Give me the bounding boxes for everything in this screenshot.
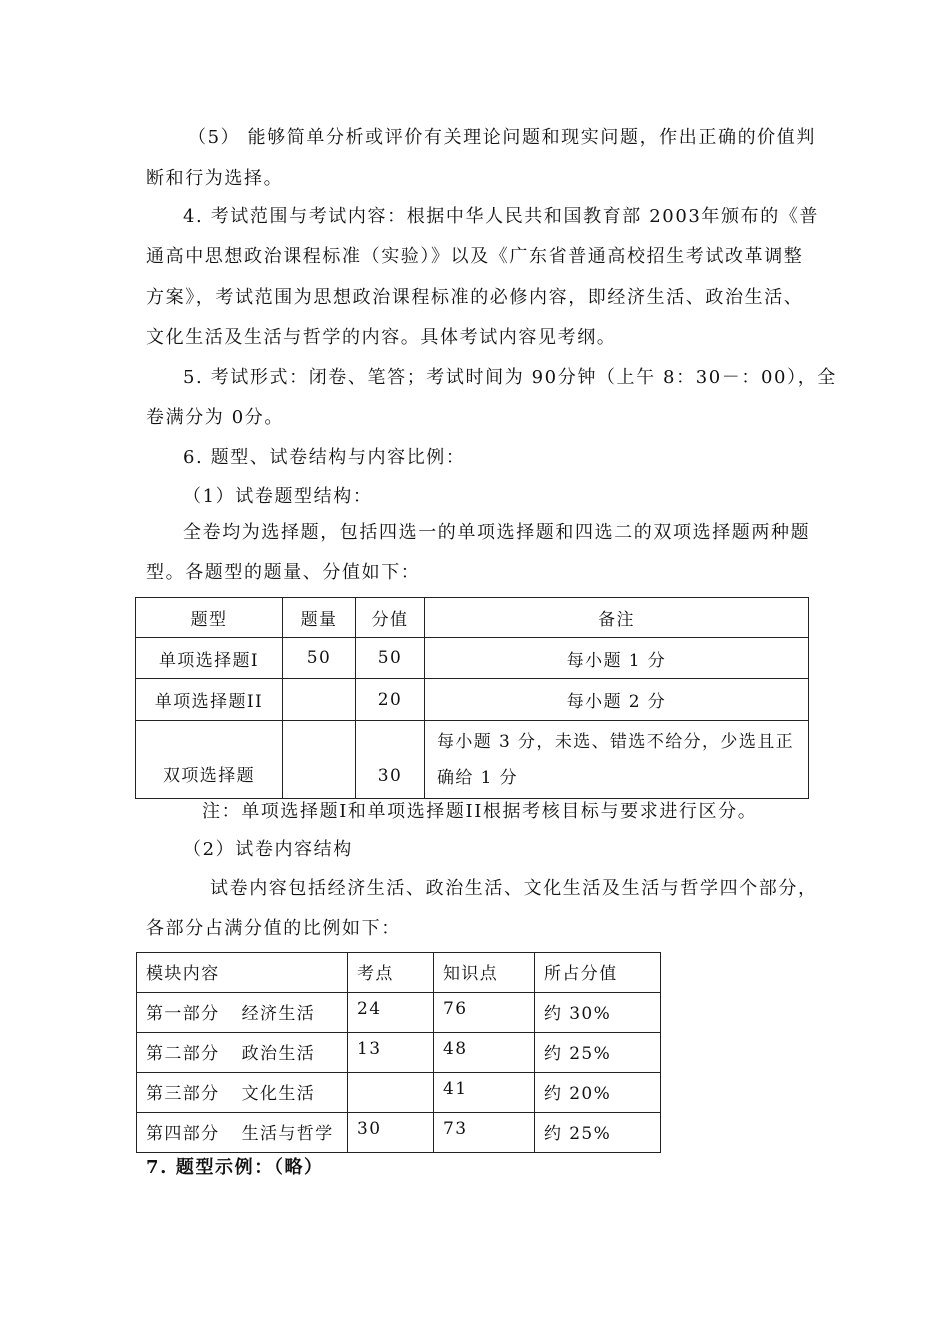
table-note: 注：单项选择题I和单项选择题II根据考核目标与要求进行区分。 <box>202 801 758 822</box>
table-cell: 30 <box>348 1113 434 1153</box>
table-header-cell: 考点 <box>348 953 434 993</box>
table-cell: 30 <box>356 721 425 799</box>
table-header-cell: 所占分值 <box>535 953 661 993</box>
table-cell: 73 <box>434 1113 535 1153</box>
table-header-cell: 备注 <box>425 598 809 638</box>
paragraph-line: 全卷均为选择题，包括四选一的单项选择题和四选二的双项选择题两种题 <box>183 522 811 543</box>
part-name: 生活与哲学 <box>241 1124 334 1144</box>
paragraph-line: 各部分占满分值的比例如下： <box>146 918 401 939</box>
table-cell <box>348 1073 434 1113</box>
part-label: 第四部分 <box>146 1124 220 1144</box>
part-name: 经济生活 <box>241 1004 316 1024</box>
paragraph-line: （1）试卷题型结构： <box>183 486 373 507</box>
table-row <box>137 1073 661 1113</box>
paragraph-line: 5. 考试形式：闭卷、笔答；考试时间为 90分钟（上午 8：30－：00），全 <box>183 367 837 388</box>
paragraph-line: 6. 题型、试卷结构与内容比例： <box>183 447 466 468</box>
table-cell: 约 25% <box>535 1113 661 1153</box>
table-cell: 约 30% <box>535 993 661 1033</box>
paragraph-line: 断和行为选择。 <box>146 168 284 189</box>
note-line: 每小题 3 分，未选、错选不给分，少选且正 <box>437 731 795 752</box>
table-cell: 13 <box>348 1033 434 1073</box>
table-cell <box>283 721 356 799</box>
table-cell: 41 <box>434 1073 535 1113</box>
question-type-table <box>135 597 809 799</box>
paragraph-line: 通高中思想政治课程标准（实验）》以及《广东省普通高校招生考试改革调整 <box>146 246 804 267</box>
table-cell: 76 <box>434 993 535 1033</box>
table-row <box>136 679 809 721</box>
table-cell: 48 <box>434 1033 535 1073</box>
table-cell: 每小题 1 分 <box>425 638 809 679</box>
table-header-cell: 知识点 <box>434 953 535 993</box>
part-label: 第一部分 <box>146 1004 220 1024</box>
table-cell: 50 <box>283 638 356 679</box>
table-cell <box>137 1073 348 1113</box>
paragraph-line: 文化生活及生活与哲学的内容。具体考试内容见考纲。 <box>146 327 617 348</box>
part-name: 文化生活 <box>241 1084 316 1104</box>
table-cell <box>137 1113 348 1153</box>
part-name: 政治生活 <box>241 1044 316 1064</box>
paragraph-line: （2）试卷内容结构 <box>183 839 353 860</box>
table-cell: 24 <box>348 993 434 1033</box>
part-label: 第三部分 <box>146 1084 220 1104</box>
table-cell: 约 20% <box>535 1073 661 1113</box>
table-row <box>137 993 661 1033</box>
table-cell <box>137 1033 348 1073</box>
table-header-cell: 分值 <box>356 598 425 638</box>
part-label: 第二部分 <box>146 1044 220 1064</box>
content-structure-table <box>136 952 661 1153</box>
paragraph-line: 4. 考试范围与考试内容：根据中华人民共和国教育部 2003年颁布的《普 <box>183 206 820 227</box>
section-heading: 7. 题型示例：（略） <box>146 1157 324 1178</box>
table-row <box>137 1033 661 1073</box>
table-cell <box>283 679 356 721</box>
paragraph-line: 型。各题型的题量、分值如下： <box>146 562 421 583</box>
table-header-row <box>136 598 809 638</box>
table-header-row <box>137 953 661 993</box>
paragraph-line: 卷满分为 0分。 <box>146 407 284 428</box>
table-cell: 20 <box>356 679 425 721</box>
table-cell <box>137 993 348 1033</box>
table-row <box>137 1113 661 1153</box>
table-cell: 单项选择题II <box>136 679 283 721</box>
table-header-cell: 模块内容 <box>137 953 348 993</box>
table-cell: 每小题 2 分 <box>425 679 809 721</box>
table-header-cell: 题型 <box>136 598 283 638</box>
table-row <box>136 638 809 679</box>
table-cell: 约 25% <box>535 1033 661 1073</box>
table-cell: 50 <box>356 638 425 679</box>
note-line: 确给 1 分 <box>437 767 519 788</box>
paragraph-line: 方案》，考试范围为思想政治课程标准的必修内容，即经济生活、政治生活、 <box>146 287 804 308</box>
table-row <box>136 721 809 799</box>
table-cell: 单项选择题I <box>136 638 283 679</box>
table-header-cell: 题量 <box>283 598 356 638</box>
table-cell: 双项选择题 <box>136 721 283 799</box>
paragraph-line: （5） 能够简单分析或评价有关理论问题和现实问题，作出正确的价值判 <box>188 127 816 148</box>
paragraph-line: 试卷内容包括经济生活、政治生活、文化生活及生活与哲学四个部分， <box>210 878 818 899</box>
table-cell <box>425 721 809 799</box>
